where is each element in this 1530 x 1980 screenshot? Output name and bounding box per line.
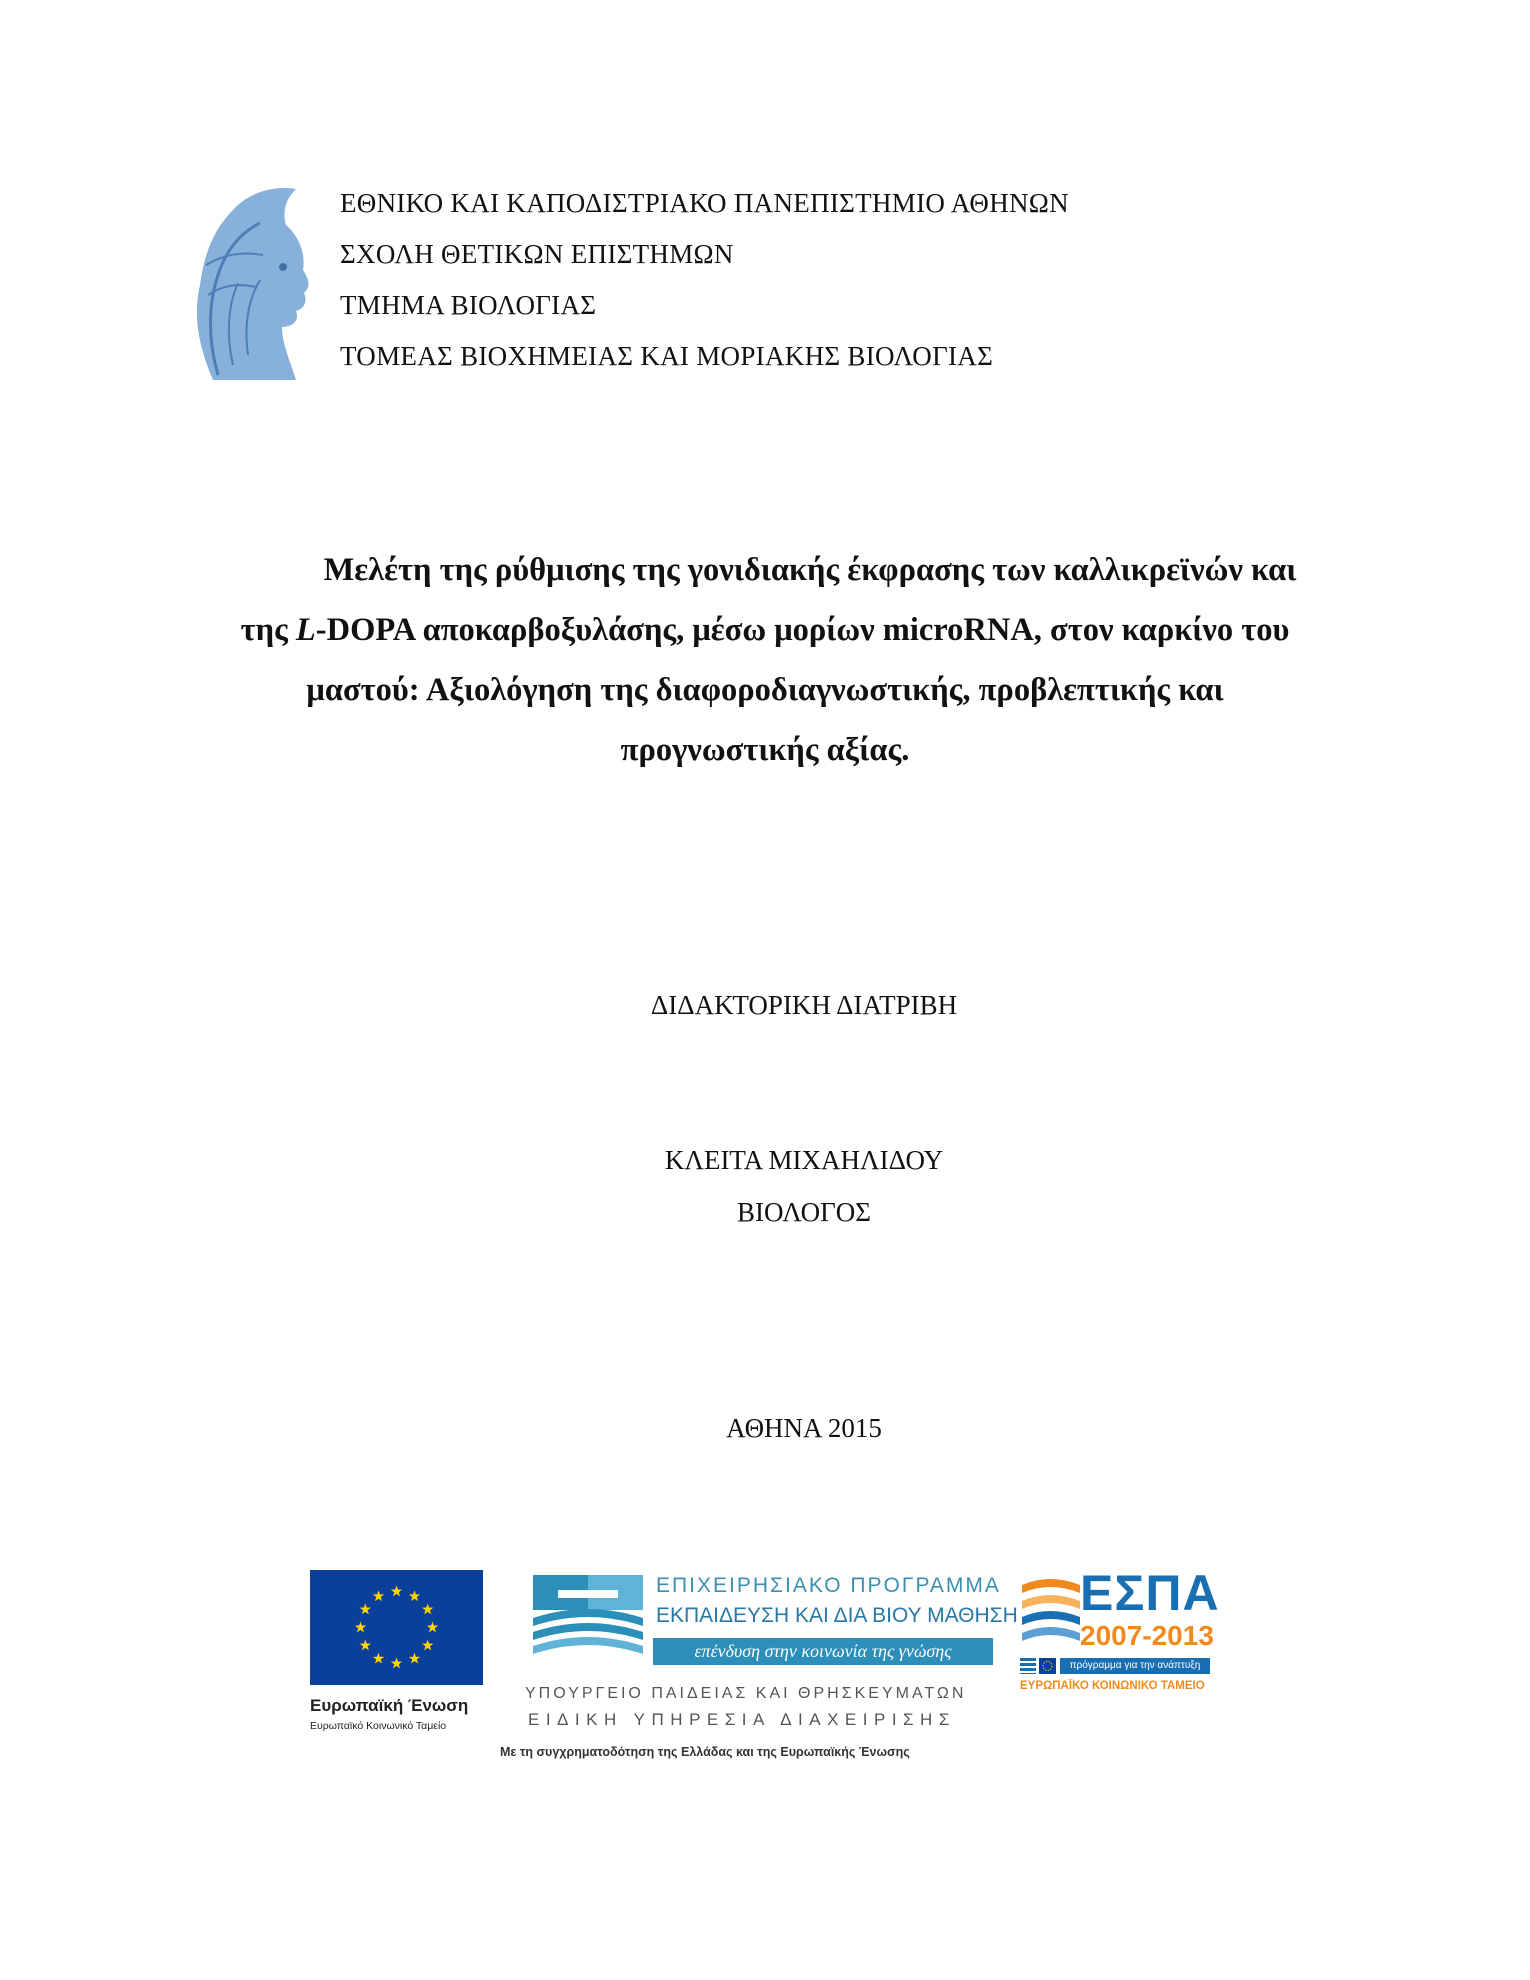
thesis-title (190, 540, 1340, 780)
op-book-icon (528, 1570, 648, 1670)
eu-name: Ευρωπαϊκή Ένωση (310, 1696, 469, 1715)
op-line-1: ΕΠΙΧΕΙΡΗΣΙΑΚΟ ΠΡΟΓΡΑΜΜΑ (656, 1574, 1001, 1597)
op-line-2: ΕΚΠΑΙΔΕΥΣΗ ΚΑΙ ΔΙΑ ΒΙΟΥ ΜΑΘΗΣΗ (656, 1604, 1018, 1627)
cofunding-note: Με τη συγχρηματοδότηση της Ελλάδας και της Ευρωπαϊκής Ένωσης (500, 1745, 910, 1759)
espa-tagline: πρόγραμμα για την ανάπτυξη (1060, 1658, 1210, 1674)
espa-name: ΕΣΠΑ (1080, 1565, 1220, 1621)
university-logo-athena-icon (178, 175, 318, 395)
funding-logos (310, 1560, 1230, 1760)
author-name: ΚΛΕΙΤΑ ΜΙΧΑΗΛΙΔΟΥ (664, 1145, 944, 1175)
ministry-line-2: ΕΙΔΙΚΗ ΥΠΗΡΕΣΙΑ ΔΙΑΧΕΙΡΙΣΗΣ (528, 1710, 956, 1729)
espa-logo (1020, 1565, 1230, 1710)
institution-university: ΕΘΝΙΚΟ ΚΑΙ ΚΑΠΟΔΙΣΤΡΙΑΚΟ ΠΑΝΕΠΙΣΤΗΜΙΟ ΑΘΗΝΩΝ (340, 188, 1069, 218)
title-line-2: της L-DOPA αποκαρβοξυλάσης, μέσω μορίων microRNA, στον καρκίνο του (240, 612, 1290, 648)
document-type: ΔΙΔΑΚΤΟΡΙΚΗ ΔΙΑΤΡΙΒΗ (650, 990, 958, 1020)
eu-flag-icon (310, 1570, 483, 1685)
author-profession: ΒΙΟΛΟΓΟΣ (737, 1197, 871, 1227)
ministry-line-1: ΥΠΟΥΡΓΕΙΟ ΠΑΙΔΕΙΑΣ ΚΑΙ ΘΡΗΣΚΕΥΜΑΤΩΝ (525, 1685, 967, 1702)
title-line-1: Μελέτη της ρύθμισης της γονιδιακής έκφρασης των καλλικρεϊνών και (323, 552, 1297, 588)
title-line-3: μαστού: Αξιολόγηση της διαφοροδιαγνωστικής, προβλεπτικής και (306, 672, 1224, 708)
institution-header (340, 178, 1069, 382)
espa-years: 2007-2013 (1080, 1620, 1214, 1651)
institution-school: ΣΧΟΛΗ ΘΕΤΙΚΩΝ ΕΠΙΣΤΗΜΩΝ (340, 239, 734, 269)
greek-eu-flags-icon (1020, 1658, 1056, 1674)
institution-sector: ΤΟΜΕΑΣ ΒΙΟΧΗΜΕΙΑΣ ΚΑΙ ΜΟΡΙΑΚΗΣ ΒΙΟΛΟΓΙΑΣ (340, 341, 994, 371)
espa-fund: ΕΥΡΩΠΑΪΚΟ ΚΟΙΝΩΝΙΚΟ ΤΑΜΕΙΟ (1020, 1680, 1205, 1692)
place-year: ΑΘΗΝΑ 2015 (726, 1413, 882, 1443)
title-italic-l: L (295, 612, 316, 648)
op-line-3: επένδυση στην κοινωνία της γνώσης (653, 1638, 993, 1665)
eu-fund: Ευρωπαϊκό Κοινωνικό Ταμείο (310, 1720, 447, 1732)
op-education-logo (528, 1570, 1018, 1680)
institution-department: ΤΜΗΜΑ ΒΙΟΛΟΓΙΑΣ (340, 290, 597, 320)
title-line-4: προγνωστικής αξίας. (620, 732, 910, 768)
espa-waves-icon (1020, 1575, 1082, 1645)
